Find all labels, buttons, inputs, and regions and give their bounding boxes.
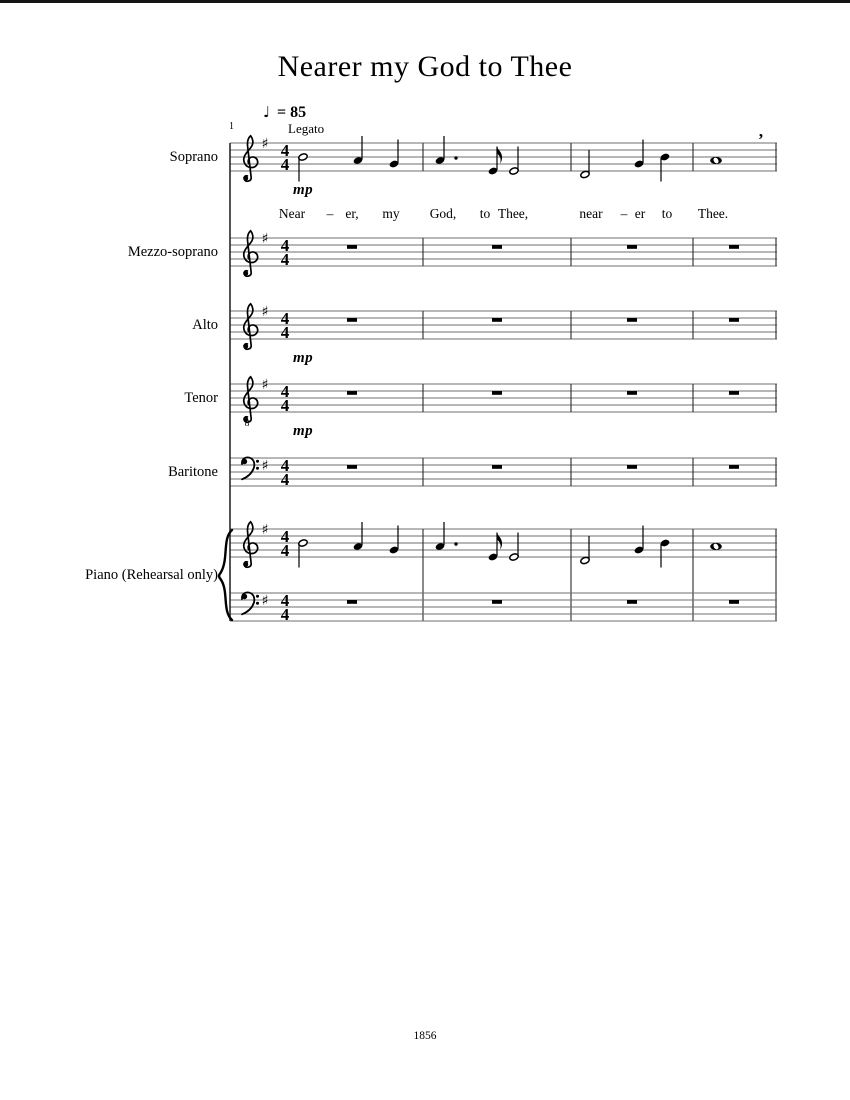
time-signature-top: 4: [280, 382, 290, 401]
dynamic-marking: mp: [293, 423, 314, 439]
note-flag: [497, 147, 502, 164]
time-signature-top: 4: [280, 141, 290, 160]
score-title: Nearer my God to Thee: [277, 50, 573, 84]
time-signature-bottom: 4: [280, 155, 290, 174]
tempo-expression: Legato: [288, 121, 325, 136]
dynamic-marking: mp: [293, 182, 314, 198]
key-signature-sharp: ♯: [261, 458, 269, 474]
whole-rest: [347, 600, 357, 604]
whole-rest: [729, 318, 739, 322]
whole-rest: [627, 318, 637, 322]
lyric-syllable: er,: [345, 206, 359, 221]
instrument-label-alto: Alto: [192, 317, 218, 333]
bass-clef-icon: [256, 460, 259, 463]
lyric-syllable: God,: [429, 206, 457, 221]
measure-number: 1: [229, 121, 234, 132]
dynamic-marking: mp: [293, 350, 314, 366]
key-signature-sharp: ♯: [261, 377, 269, 393]
augmentation-dot: [454, 542, 457, 545]
time-signature-top: 4: [280, 236, 290, 255]
time-signature-top: 4: [280, 309, 290, 328]
key-signature-sharp: ♯: [261, 136, 269, 152]
key-signature-sharp: ♯: [261, 231, 269, 247]
tempo-quarter-note-icon: ♩: [263, 103, 271, 121]
whole-rest: [729, 600, 739, 604]
bass-clef-icon: [256, 467, 259, 470]
whole-rest: [627, 245, 637, 249]
whole-rest: [492, 245, 502, 249]
bass-clef-icon: [256, 602, 259, 605]
treble-clef-icon: [244, 344, 248, 348]
time-signature-bottom: 4: [280, 470, 290, 489]
note-flag: [497, 533, 502, 550]
bass-clef-icon: [256, 595, 259, 598]
instrument-label-mezzo-soprano: Mezzo-soprano: [127, 244, 218, 260]
key-signature-sharp: ♯: [261, 593, 269, 609]
tempo-value: = 85: [277, 104, 307, 121]
instrument-label-baritone: Baritone: [168, 464, 218, 480]
lyric-syllable: –: [326, 206, 334, 221]
octave-8-label: 8: [244, 419, 250, 429]
lyric-syllable: to: [479, 206, 491, 221]
treble-clef-icon: [244, 562, 248, 566]
breath-mark: ’: [758, 130, 764, 149]
lyric-syllable: Near: [278, 206, 306, 221]
time-signature-bottom: 4: [280, 605, 290, 624]
whole-rest: [347, 465, 357, 469]
whole-rest: [627, 391, 637, 395]
instrument-label-tenor: Tenor: [184, 390, 218, 406]
treble-clef-icon: [244, 271, 248, 275]
whole-rest: [492, 465, 502, 469]
whole-rest: [347, 318, 357, 322]
whole-rest: [729, 465, 739, 469]
whole-rest: [492, 600, 502, 604]
lyric-syllable: Thee,: [497, 206, 529, 221]
whole-rest: [729, 391, 739, 395]
instrument-label-soprano: Soprano: [169, 149, 218, 165]
whole-rest: [347, 391, 357, 395]
whole-rest: [492, 318, 502, 322]
lyric-syllable: er: [634, 206, 646, 221]
time-signature-bottom: 4: [280, 396, 290, 415]
augmentation-dot: [454, 156, 457, 159]
key-signature-sharp: ♯: [261, 522, 269, 538]
lyric-syllable: –: [620, 206, 628, 221]
instrument-label-piano-rehearsal-only-: Piano (Rehearsal only): [85, 567, 218, 583]
lyric-syllable: my: [382, 206, 400, 221]
whole-rest: [627, 465, 637, 469]
lyric-syllable: Thee.: [697, 206, 729, 221]
treble-clef-icon: [244, 176, 248, 180]
time-signature-top: 4: [280, 591, 290, 610]
time-signature-bottom: 4: [280, 541, 290, 560]
whole-rest: [627, 600, 637, 604]
whole-rest: [347, 245, 357, 249]
whole-rest: [492, 391, 502, 395]
whole-rest: [729, 245, 739, 249]
time-signature-top: 4: [280, 527, 290, 546]
time-signature-bottom: 4: [280, 250, 290, 269]
page-footer: 1856: [413, 1030, 437, 1042]
key-signature-sharp: ♯: [261, 304, 269, 320]
time-signature-top: 4: [280, 456, 290, 475]
time-signature-bottom: 4: [280, 323, 290, 342]
lyric-syllable: near: [579, 206, 603, 221]
lyric-syllable: to: [661, 206, 673, 221]
